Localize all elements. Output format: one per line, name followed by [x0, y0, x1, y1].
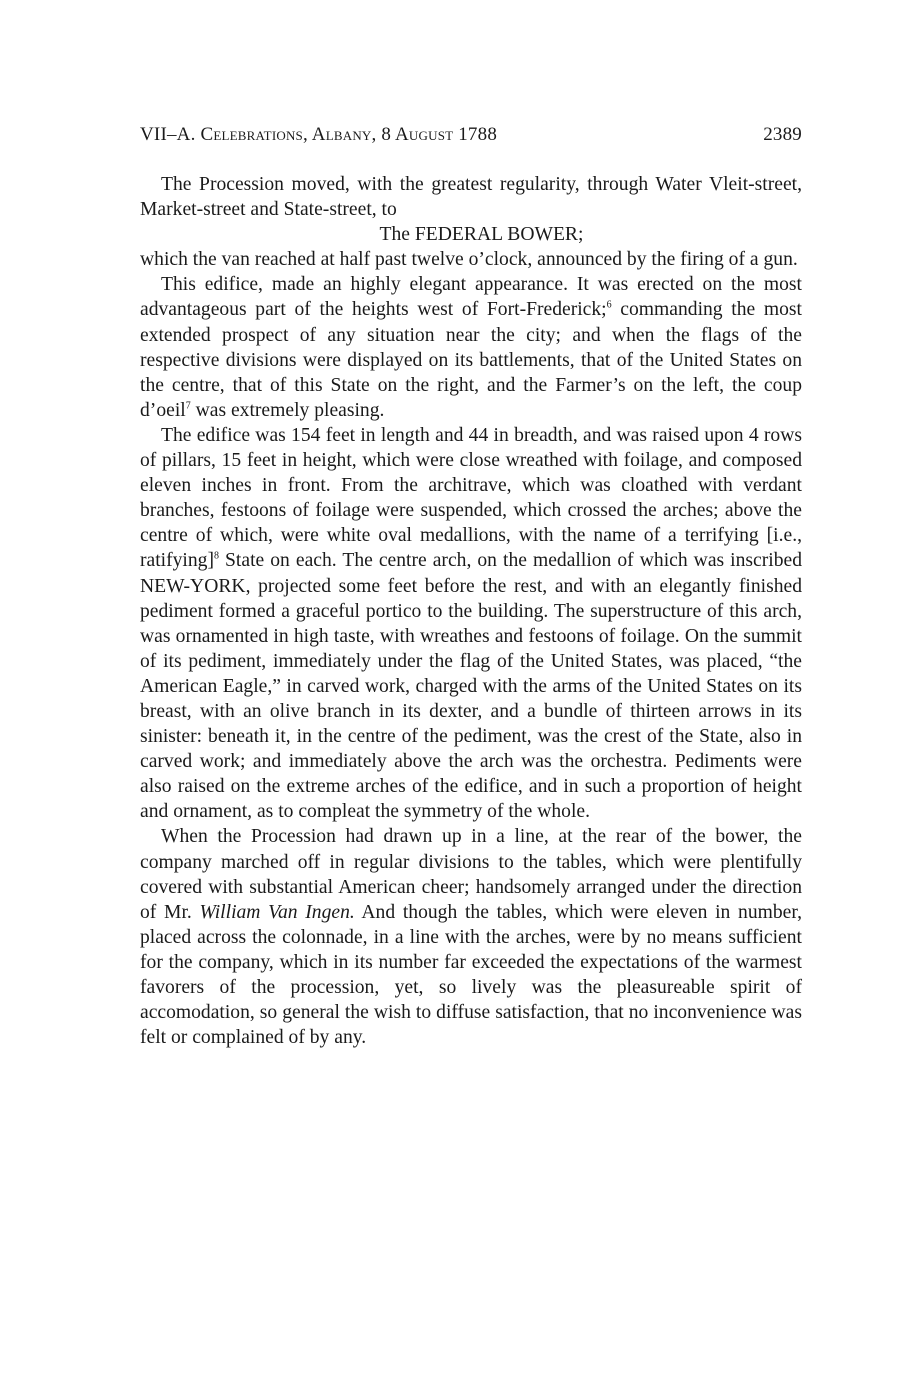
body-text	[140, 172, 802, 1050]
paragraph-procession	[140, 172, 802, 222]
federal-bower-heading: The FEDERAL BOWER;	[379, 224, 584, 246]
person-name: William Van Ingen.	[199, 901, 355, 923]
running-head-title: VII–A. Celebrations, Albany, 8 August 1788	[140, 124, 498, 145]
paragraph-dimensions	[140, 423, 802, 825]
paragraph-tables	[140, 824, 802, 1050]
paragraph-edifice	[140, 272, 802, 423]
paragraph-text: commanding the most extended prospect of any situation near the city; and when the flags of the respective divisions were displayed on its battlements, that of the United States on the centre, that of this State on the right, and the Farmer’s on the left, the coup d’oeil	[140, 299, 802, 421]
document-page	[140, 120, 802, 1050]
paragraph-text: The edifice was 154 feet in length and 44 in breadth, and was raised upon 4 rows of pillars, 15 feet in height, which were close wreathed with foilage, and composed eleven inches in front. From the architrave, which was cloathed with verdant branches, festoons of foilage were suspended, which crossed the arches; above the centre of which, were white oval medallions, with the name of a terrifying [i.e., ratifying]	[140, 424, 802, 572]
paragraph-text: The Procession moved, with the greatest regularity, through Water Vleit-street, Market-street and State-street, to	[140, 174, 802, 221]
footnote-ref-7: 7	[185, 400, 191, 412]
paragraph-text: And though the tables, which were eleven in number, placed across the colonnade, in a line with the arches, were by no means sufficient for the company, which in its number far exceeded the expectations of the warmest favorers of the procession, yet, so lively was the pleasureable spirit of accomodation, so general the wish to diffuse satisfaction, that no inconvenience was felt or complained of by any.	[140, 901, 802, 1049]
paragraph-text: When the Procession had drawn up in a line, at the rear of the bower, the company marched off in regular divisions to the tables, which were plentifully covered with substantial American cheer; handsomely arranged under the direction of Mr.	[140, 826, 802, 923]
page-number: 2389	[763, 124, 802, 145]
paragraph-procession-continued: which the van reached at half past twelve o’clock, announced by the firing of a gun.	[140, 249, 798, 271]
footnote-ref-8: 8	[214, 550, 219, 562]
paragraph-text: was extremely pleasing.	[190, 399, 385, 421]
footnote-ref-6: 6	[606, 299, 612, 311]
running-head	[140, 120, 802, 150]
paragraph-text: This edifice, made an highly elegant appearance. It was erected on the most advantageous part of the heights west of Fort-Frederick;	[140, 274, 802, 321]
paragraph-text: State on each. The centre arch, on the medallion of which was inscribed NEW-YORK, projected some feet before the rest, and with an elegantly finished pediment formed a graceful portico to the building. The superstructure of this arch, was ornamented in high taste, with wreathes and festoons of foilage. On the summit of its pediment, immediately under the flag of the United States, was placed, “the American Eagle,” in carved work, charged with the arms of the United States on its breast, with an olive branch in its dexter, and a bundle of thirteen arrows in its sinister: beneath it, in the centre of the pediment, was the crest of the State, also in carved work; and immediately above the arch was the orchestra. Pediments were also raised on the extreme arches of the edifice, and in such a proportion of height and ornament, as to compleat the symmetry of the whole.	[140, 550, 802, 823]
